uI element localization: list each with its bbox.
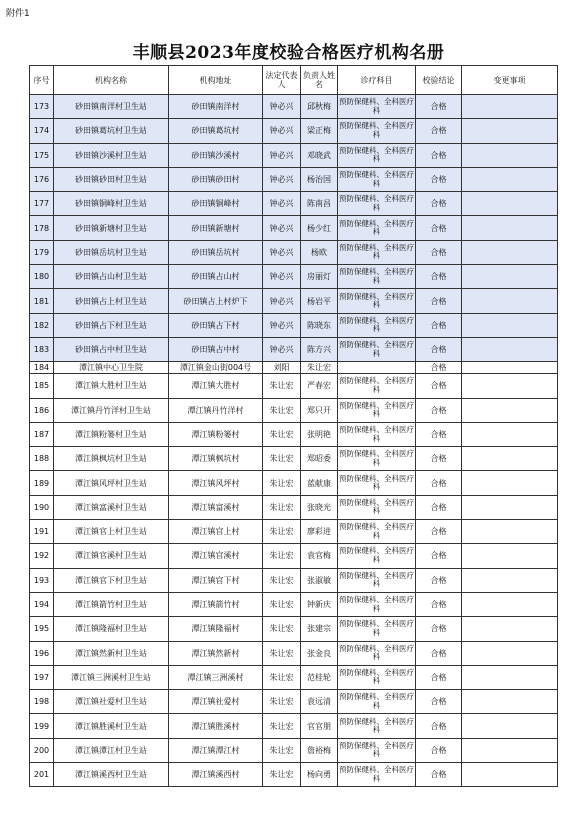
cell-no: 196	[30, 641, 54, 665]
cell-no: 190	[30, 495, 54, 519]
cell-legal-rep: 钟必兴	[263, 95, 301, 119]
header-name: 机构名称	[54, 66, 169, 95]
cell-change	[462, 143, 558, 167]
cell-change	[462, 313, 558, 337]
table-row	[30, 167, 558, 191]
cell-change	[462, 119, 558, 143]
cell-address: 砂田镇砂田村	[169, 167, 263, 191]
cell-result: 合格	[416, 167, 462, 191]
header-address: 机构地址	[169, 66, 263, 95]
cell-name: 潭江镇官上村卫生站	[54, 520, 169, 544]
cell-change	[462, 520, 558, 544]
cell-person-in-charge: 詹裕梅	[301, 738, 338, 762]
cell-result: 合格	[416, 374, 462, 398]
cell-scope: 预防保健科、全科医疗科	[338, 216, 416, 240]
cell-no: 193	[30, 568, 54, 592]
cell-change	[462, 738, 558, 762]
table-body	[30, 95, 558, 787]
cell-person-in-charge: 陈晓东	[301, 313, 338, 337]
cell-name: 潭江镇枫坑村卫生站	[54, 447, 169, 471]
table-row	[30, 216, 558, 240]
cell-address: 潭江镇官溪村	[169, 544, 263, 568]
cell-change	[462, 167, 558, 191]
cell-change	[462, 763, 558, 787]
cell-no: 176	[30, 167, 54, 191]
cell-no: 201	[30, 763, 54, 787]
cell-result: 合格	[416, 265, 462, 289]
cell-result: 合格	[416, 422, 462, 446]
cell-no: 194	[30, 592, 54, 616]
table-row	[30, 265, 558, 289]
cell-result: 合格	[416, 362, 462, 374]
cell-legal-rep: 朱让宏	[263, 544, 301, 568]
cell-scope: 预防保健科、全科医疗科	[338, 398, 416, 422]
cell-scope: 预防保健科、全科医疗科	[338, 337, 416, 361]
cell-change	[462, 617, 558, 641]
cell-name: 潭江镇中心卫生院	[54, 362, 169, 374]
cell-address: 砂田镇新塘村	[169, 216, 263, 240]
cell-person-in-charge: 郑只开	[301, 398, 338, 422]
cell-result: 合格	[416, 240, 462, 264]
cell-name: 砂田镇南洋村卫生站	[54, 95, 169, 119]
table-row	[30, 240, 558, 264]
cell-no: 178	[30, 216, 54, 240]
cell-scope: 预防保健科、全科医疗科	[338, 592, 416, 616]
table-row	[30, 374, 558, 398]
cell-no: 197	[30, 665, 54, 689]
cell-change	[462, 362, 558, 374]
header-legal-rep: 法定代表人	[263, 66, 301, 95]
cell-scope: 预防保健科、全科医疗科	[338, 665, 416, 689]
cell-scope: 预防保健科、全科医疗科	[338, 95, 416, 119]
cell-no: 183	[30, 337, 54, 361]
cell-address: 砂田镇葛坑村	[169, 119, 263, 143]
cell-result: 合格	[416, 216, 462, 240]
table-row	[30, 641, 558, 665]
cell-person-in-charge: 张明艳	[301, 422, 338, 446]
cell-name: 砂田镇沙溪村卫生站	[54, 143, 169, 167]
cell-legal-rep: 钟必兴	[263, 143, 301, 167]
cell-result: 合格	[416, 143, 462, 167]
cell-change	[462, 95, 558, 119]
cell-address: 潭江镇胜溪村	[169, 714, 263, 738]
cell-name: 砂田镇岳坑村卫生站	[54, 240, 169, 264]
cell-person-in-charge: 廖彩进	[301, 520, 338, 544]
cell-change	[462, 690, 558, 714]
cell-person-in-charge: 严春宏	[301, 374, 338, 398]
cell-result: 合格	[416, 447, 462, 471]
cell-scope: 预防保健科、全科医疗科	[338, 544, 416, 568]
cell-legal-rep: 朱让宏	[263, 617, 301, 641]
cell-person-in-charge: 梁正梅	[301, 119, 338, 143]
cell-result: 合格	[416, 471, 462, 495]
cell-legal-rep: 朱让宏	[263, 447, 301, 471]
cell-person-in-charge: 朱让宏	[301, 362, 338, 374]
cell-legal-rep: 朱让宏	[263, 738, 301, 762]
cell-name: 潭江镇三洲溪村卫生站	[54, 665, 169, 689]
cell-name: 砂田镇新塘村卫生站	[54, 216, 169, 240]
cell-scope: 预防保健科、全科医疗科	[338, 143, 416, 167]
header-no: 序号	[30, 66, 54, 95]
page-title: 丰顺县2023年度校验合格医疗机构名册	[132, 43, 445, 63]
cell-address: 潭江镇风坪村	[169, 471, 263, 495]
cell-person-in-charge: 杨治国	[301, 167, 338, 191]
table-row	[30, 362, 558, 374]
cell-address: 潭江镇溪西村	[169, 763, 263, 787]
cell-no: 182	[30, 313, 54, 337]
cell-address: 砂田镇占中村	[169, 337, 263, 361]
cell-person-in-charge: 邱秋梅	[301, 95, 338, 119]
cell-change	[462, 289, 558, 313]
cell-scope: 预防保健科、全科医疗科	[338, 374, 416, 398]
cell-address: 潭江镇枫坑村	[169, 447, 263, 471]
cell-legal-rep: 钟必兴	[263, 337, 301, 361]
cell-legal-rep: 钟必兴	[263, 119, 301, 143]
cell-person-in-charge: 张金良	[301, 641, 338, 665]
cell-scope: 预防保健科、全科医疗科	[338, 763, 416, 787]
cell-person-in-charge: 张淑敏	[301, 568, 338, 592]
cell-person-in-charge: 房丽灯	[301, 265, 338, 289]
table-row	[30, 617, 558, 641]
cell-no: 175	[30, 143, 54, 167]
cell-result: 合格	[416, 617, 462, 641]
cell-address: 砂田镇占上村炉下	[169, 289, 263, 313]
cell-address: 砂田镇岳坑村	[169, 240, 263, 264]
cell-address: 潭江镇箭竹村	[169, 592, 263, 616]
cell-scope: 预防保健科、全科医疗科	[338, 119, 416, 143]
cell-no: 195	[30, 617, 54, 641]
table-row	[30, 544, 558, 568]
table-row	[30, 143, 558, 167]
cell-person-in-charge: 邓晓武	[301, 143, 338, 167]
cell-change	[462, 568, 558, 592]
cell-result: 合格	[416, 641, 462, 665]
cell-name: 潭江镇溪西村卫生站	[54, 763, 169, 787]
cell-result: 合格	[416, 714, 462, 738]
cell-address: 潭江镇潭江村	[169, 738, 263, 762]
cell-no: 174	[30, 119, 54, 143]
cell-scope: 预防保健科、全科医疗科	[338, 313, 416, 337]
cell-result: 合格	[416, 398, 462, 422]
cell-address: 潭江镇隆福村	[169, 617, 263, 641]
cell-legal-rep: 钟必兴	[263, 192, 301, 216]
cell-no: 186	[30, 398, 54, 422]
cell-name: 潭江镇胜溪村卫生站	[54, 714, 169, 738]
table-row	[30, 289, 558, 313]
cell-result: 合格	[416, 592, 462, 616]
cell-legal-rep: 钟必兴	[263, 313, 301, 337]
cell-address: 潭江镇社爱村	[169, 690, 263, 714]
cell-name: 砂田镇砂田村卫生站	[54, 167, 169, 191]
table-header-row	[30, 66, 558, 95]
cell-person-in-charge: 钟新庆	[301, 592, 338, 616]
cell-name: 砂田镇占上村卫生站	[54, 289, 169, 313]
cell-scope: 预防保健科、全科医疗科	[338, 520, 416, 544]
cell-name: 潭江镇社爱村卫生站	[54, 690, 169, 714]
table-row	[30, 690, 558, 714]
cell-no: 189	[30, 471, 54, 495]
cell-address: 潭江镇然新村	[169, 641, 263, 665]
cell-legal-rep: 朱让宏	[263, 422, 301, 446]
table-row	[30, 520, 558, 544]
cell-result: 合格	[416, 568, 462, 592]
cell-name: 潭江镇富溪村卫生站	[54, 495, 169, 519]
header-change: 变更事项	[462, 66, 558, 95]
table-row	[30, 447, 558, 471]
cell-result: 合格	[416, 119, 462, 143]
cell-result: 合格	[416, 192, 462, 216]
cell-address: 潭江镇粉篓村	[169, 422, 263, 446]
cell-result: 合格	[416, 544, 462, 568]
cell-change	[462, 216, 558, 240]
cell-scope	[338, 362, 416, 374]
cell-person-in-charge: 官官朋	[301, 714, 338, 738]
cell-name: 砂田镇占山村卫生站	[54, 265, 169, 289]
cell-result: 合格	[416, 289, 462, 313]
cell-name: 砂田镇占下村卫生站	[54, 313, 169, 337]
cell-no: 198	[30, 690, 54, 714]
header-scope: 诊疗科目	[338, 66, 416, 95]
cell-scope: 预防保健科、全科医疗科	[338, 568, 416, 592]
table-row	[30, 738, 558, 762]
cell-name: 潭江镇官下村卫生站	[54, 568, 169, 592]
cell-scope: 预防保健科、全科医疗科	[338, 617, 416, 641]
cell-no: 179	[30, 240, 54, 264]
cell-person-in-charge: 蓝献康	[301, 471, 338, 495]
cell-scope: 预防保健科、全科医疗科	[338, 738, 416, 762]
cell-address: 砂田镇南洋村	[169, 95, 263, 119]
cell-address: 潭江镇大胜村	[169, 374, 263, 398]
cell-result: 合格	[416, 313, 462, 337]
cell-name: 潭江镇潭江村卫生站	[54, 738, 169, 762]
cell-name: 潭江镇风坪村卫生站	[54, 471, 169, 495]
cell-scope: 预防保健科、全科医疗科	[338, 447, 416, 471]
cell-person-in-charge: 陈方兴	[301, 337, 338, 361]
cell-scope: 预防保健科、全科医疗科	[338, 495, 416, 519]
cell-person-in-charge: 郑昭委	[301, 447, 338, 471]
cell-change	[462, 495, 558, 519]
cell-result: 合格	[416, 763, 462, 787]
cell-legal-rep: 朱让宏	[263, 763, 301, 787]
table-row	[30, 495, 558, 519]
cell-scope: 预防保健科、全科医疗科	[338, 641, 416, 665]
cell-name: 潭江镇然新村卫生站	[54, 641, 169, 665]
cell-scope: 预防保健科、全科医疗科	[338, 422, 416, 446]
cell-legal-rep: 朱让宏	[263, 690, 301, 714]
table-row	[30, 313, 558, 337]
table-row	[30, 568, 558, 592]
cell-person-in-charge: 杨欧	[301, 240, 338, 264]
table-row	[30, 119, 558, 143]
cell-legal-rep: 刘阳	[263, 362, 301, 374]
cell-address: 砂田镇铜峰村	[169, 192, 263, 216]
cell-name: 砂田镇占中村卫生站	[54, 337, 169, 361]
cell-result: 合格	[416, 95, 462, 119]
cell-person-in-charge: 杨向勇	[301, 763, 338, 787]
table-row	[30, 95, 558, 119]
cell-address: 砂田镇占下村	[169, 313, 263, 337]
cell-name: 潭江镇粉篓村卫生站	[54, 422, 169, 446]
cell-name: 潭江镇大胜村卫生站	[54, 374, 169, 398]
cell-no: 192	[30, 544, 54, 568]
cell-change	[462, 592, 558, 616]
cell-person-in-charge: 陈南昌	[301, 192, 338, 216]
cell-no: 188	[30, 447, 54, 471]
cell-legal-rep: 朱让宏	[263, 471, 301, 495]
table-row	[30, 763, 558, 787]
table-row	[30, 471, 558, 495]
table-row	[30, 422, 558, 446]
cell-scope: 预防保健科、全科医疗科	[338, 265, 416, 289]
cell-change	[462, 422, 558, 446]
cell-no: 177	[30, 192, 54, 216]
cell-change	[462, 398, 558, 422]
cell-scope: 预防保健科、全科医疗科	[338, 192, 416, 216]
cell-scope: 预防保健科、全科医疗科	[338, 690, 416, 714]
cell-scope: 预防保健科、全科医疗科	[338, 714, 416, 738]
cell-no: 200	[30, 738, 54, 762]
cell-change	[462, 337, 558, 361]
cell-change	[462, 192, 558, 216]
cell-person-in-charge: 张建宗	[301, 617, 338, 641]
table-row	[30, 192, 558, 216]
cell-no: 199	[30, 714, 54, 738]
cell-legal-rep: 钟必兴	[263, 289, 301, 313]
table-row	[30, 592, 558, 616]
cell-no: 184	[30, 362, 54, 374]
cell-name: 砂田镇铜峰村卫生站	[54, 192, 169, 216]
cell-change	[462, 471, 558, 495]
cell-legal-rep: 朱让宏	[263, 398, 301, 422]
cell-change	[462, 641, 558, 665]
cell-no: 187	[30, 422, 54, 446]
cell-person-in-charge: 杨少红	[301, 216, 338, 240]
cell-result: 合格	[416, 738, 462, 762]
attachment-label: 附件1	[6, 9, 30, 19]
cell-person-in-charge: 袁官梅	[301, 544, 338, 568]
cell-person-in-charge: 袁远清	[301, 690, 338, 714]
header-result: 校验结论	[416, 66, 462, 95]
cell-address: 潭江镇丹竹洋村	[169, 398, 263, 422]
cell-result: 合格	[416, 520, 462, 544]
cell-change	[462, 240, 558, 264]
cell-no: 173	[30, 95, 54, 119]
cell-legal-rep: 朱让宏	[263, 641, 301, 665]
cell-change	[462, 374, 558, 398]
cell-address: 潭江镇官上村	[169, 520, 263, 544]
cell-address: 潭江镇金山街004号	[169, 362, 263, 374]
cell-legal-rep: 钟必兴	[263, 167, 301, 191]
cell-result: 合格	[416, 665, 462, 689]
cell-person-in-charge: 杨岩平	[301, 289, 338, 313]
cell-no: 180	[30, 265, 54, 289]
cell-name: 潭江镇官溪村卫生站	[54, 544, 169, 568]
cell-person-in-charge: 张晓光	[301, 495, 338, 519]
cell-no: 181	[30, 289, 54, 313]
cell-legal-rep: 钟必兴	[263, 265, 301, 289]
table-row	[30, 714, 558, 738]
cell-change	[462, 714, 558, 738]
cell-legal-rep: 朱让宏	[263, 665, 301, 689]
cell-change	[462, 665, 558, 689]
cell-name: 潭江镇隆福村卫生站	[54, 617, 169, 641]
cell-no: 185	[30, 374, 54, 398]
cell-name: 砂田镇葛坑村卫生站	[54, 119, 169, 143]
cell-scope: 预防保健科、全科医疗科	[338, 240, 416, 264]
cell-legal-rep: 朱让宏	[263, 592, 301, 616]
cell-change	[462, 447, 558, 471]
cell-legal-rep: 朱让宏	[263, 714, 301, 738]
cell-no: 191	[30, 520, 54, 544]
header-person-in-charge: 负责人姓名	[301, 66, 338, 95]
cell-name: 潭江镇箭竹村卫生站	[54, 592, 169, 616]
cell-result: 合格	[416, 495, 462, 519]
cell-address: 砂田镇占山村	[169, 265, 263, 289]
cell-person-in-charge: 范桂轮	[301, 665, 338, 689]
table-row	[30, 398, 558, 422]
cell-address: 潭江镇官下村	[169, 568, 263, 592]
cell-scope: 预防保健科、全科医疗科	[338, 167, 416, 191]
table-row	[30, 665, 558, 689]
cell-result: 合格	[416, 337, 462, 361]
cell-name: 潭江镇丹竹洋村卫生站	[54, 398, 169, 422]
cell-legal-rep: 朱让宏	[263, 568, 301, 592]
cell-result: 合格	[416, 690, 462, 714]
cell-legal-rep: 钟必兴	[263, 240, 301, 264]
cell-address: 潭江镇富溪村	[169, 495, 263, 519]
registry-table	[29, 65, 558, 787]
cell-legal-rep: 朱让宏	[263, 374, 301, 398]
table-row	[30, 337, 558, 361]
cell-scope: 预防保健科、全科医疗科	[338, 471, 416, 495]
cell-legal-rep: 朱让宏	[263, 495, 301, 519]
cell-address: 潭江镇三洲溪村	[169, 665, 263, 689]
cell-scope: 预防保健科、全科医疗科	[338, 289, 416, 313]
cell-change	[462, 265, 558, 289]
cell-legal-rep: 朱让宏	[263, 520, 301, 544]
cell-legal-rep: 钟必兴	[263, 216, 301, 240]
cell-change	[462, 544, 558, 568]
cell-address: 砂田镇沙溪村	[169, 143, 263, 167]
